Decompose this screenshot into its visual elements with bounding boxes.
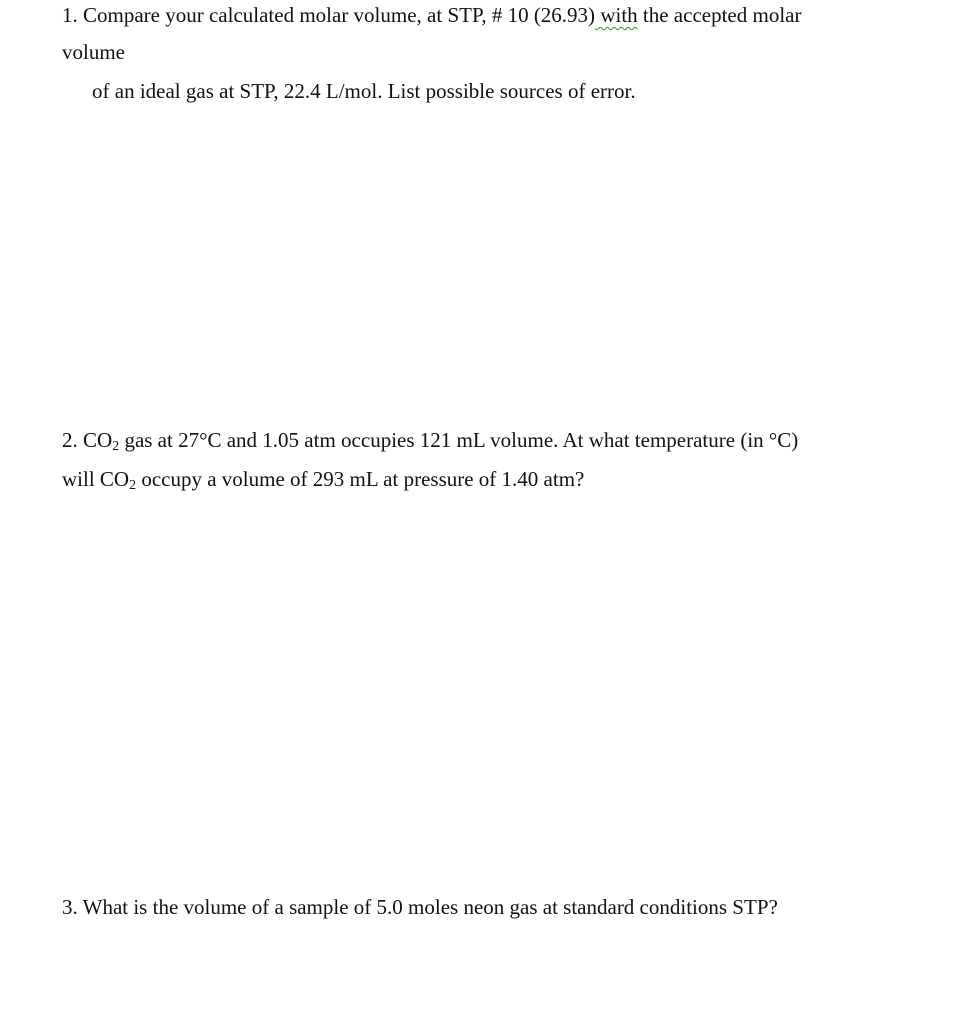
question-2-line-2-start: will CO <box>62 467 130 491</box>
question-1-text-start: 1. Compare your calculated molar volume, at STP, # 10 (26.93) <box>62 3 596 27</box>
question-2-line-2-rest: occupy a volume of 293 mL at pressure of 1.40 atm? <box>136 467 585 491</box>
question-1-line-3: of an ideal gas at STP, 22.4 L/mol. List possible sources of error. <box>92 79 636 103</box>
question-2-line-2 <box>62 467 585 493</box>
co2-subscript: 2 <box>129 478 137 493</box>
question-1-line-2: volume <box>62 40 125 64</box>
co2-subscript: 2 <box>112 439 120 454</box>
question-3-line-1: 3. What is the volume of a sample of 5.0 moles neon gas at standard conditions STP? <box>62 895 778 919</box>
question-2-text-rest: gas at 27°C and 1.05 atm occupies 121 mL volume. At what temperature (in °C) <box>119 428 799 452</box>
question-1-line-1 <box>62 5 801 26</box>
question-2-text-start: 2. CO <box>62 428 113 452</box>
question-2-line-1 <box>62 428 799 454</box>
spellcheck-flagged-word: with <box>595 3 638 27</box>
question-1-text-end: the accepted molar <box>637 3 802 27</box>
